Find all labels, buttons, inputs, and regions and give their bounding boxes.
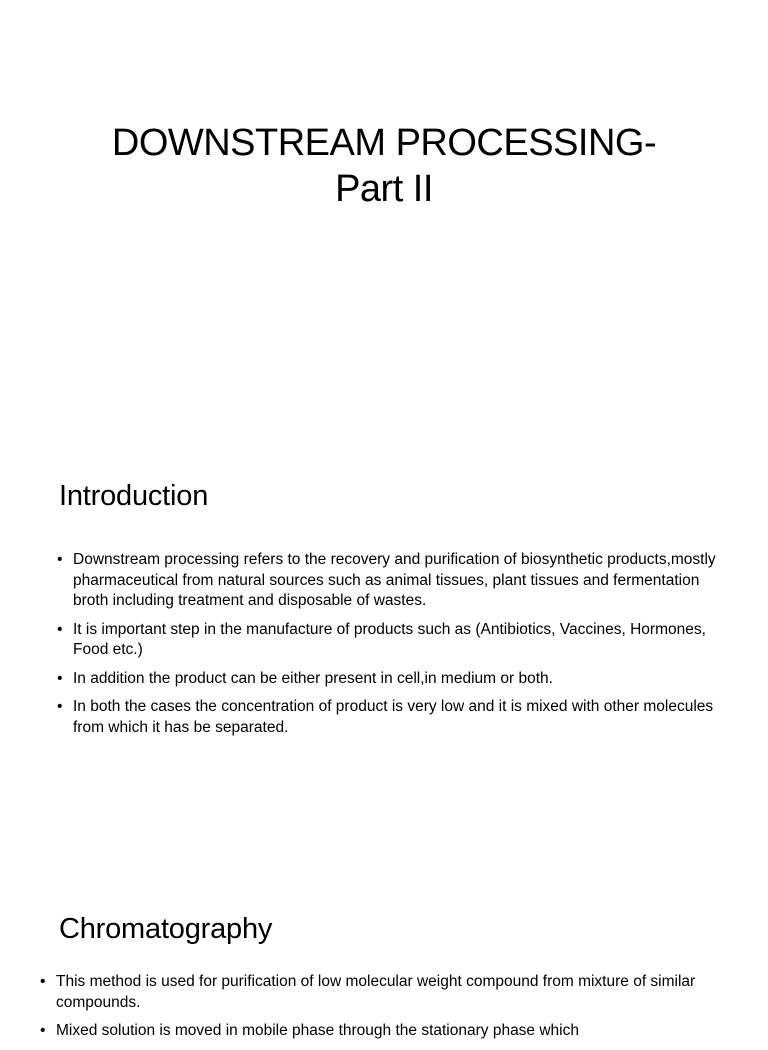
- slide-chromatography: [0, 864, 768, 1039]
- bullet-list-chromatography: [40, 972, 730, 1050]
- section-heading-introduction: Introduction: [59, 480, 209, 512]
- title-line-2: Part II: [335, 168, 433, 210]
- bullet-item: • Mixed solution is moved in mobile phase through the stationary phase which: [40, 1021, 730, 1042]
- title-line-1: DOWNSTREAM PROCESSING-: [111, 122, 657, 164]
- bullet-list-introduction: [57, 550, 717, 746]
- section-heading-chromatography: Chromatography: [59, 913, 273, 945]
- bullet-item: • In addition the product can be either present in cell,in medium or both.: [57, 669, 717, 690]
- slide-title-heading: [0, 120, 768, 212]
- bullet-item: • Downstream processing refers to the recovery and purification of biosynthetic products,mostly pharmaceutical from natural sources such as animal tissues, plant tissues and fermentation broth including treatment and disposable of wastes.: [57, 550, 717, 612]
- bullet-item: • This method is used for purification of low molecular weight compound from mixture of similar compounds.: [40, 972, 730, 1013]
- bullet-item: • It is important step in the manufacture of products such as (Antibiotics, Vaccines, Hormones, Food etc.): [57, 620, 717, 661]
- slide-introduction: [0, 432, 768, 864]
- slide-title: [0, 0, 768, 432]
- bullet-item: • In both the cases the concentration of product is very low and it is mixed with other molecules from which it has be separated.: [57, 697, 717, 738]
